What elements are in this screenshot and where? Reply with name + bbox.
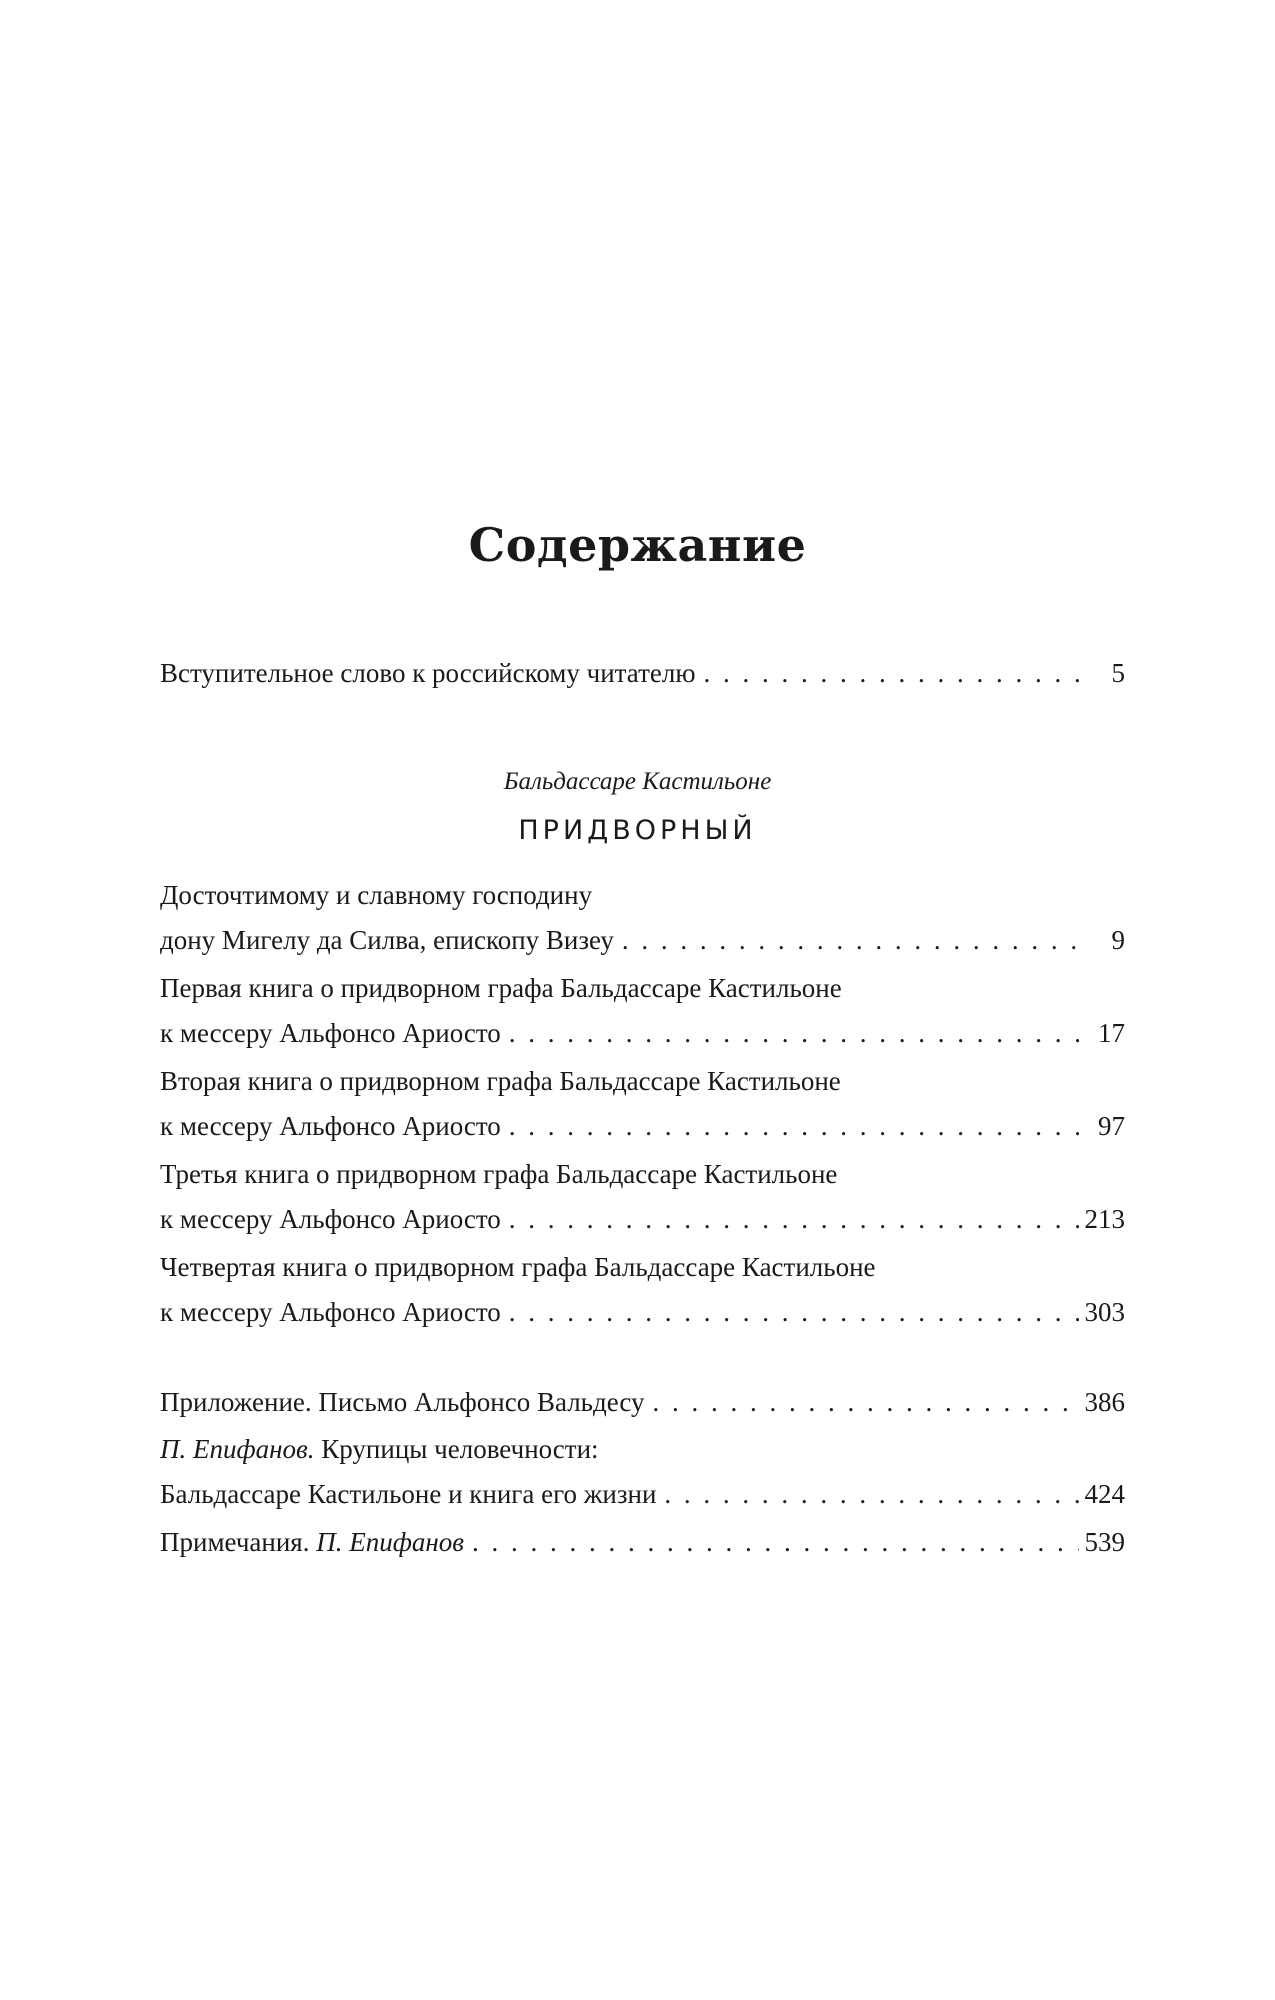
toc-page-number: 303 [1084, 1297, 1125, 1327]
toc-entry-text: к мессеру Альфонсо Ариосто [160, 1204, 501, 1234]
essay-title-start: Крупицы человечности: [314, 1434, 599, 1464]
toc-page-number: 17 [1098, 1018, 1125, 1048]
section-author: Бальдассаре Кастильоне [503, 768, 772, 795]
essay-author: П. Епифанов. [160, 1434, 315, 1464]
notes-label: Примечания. [160, 1527, 317, 1557]
toc-page-number: 386 [1084, 1387, 1125, 1417]
toc-entry-text: к мессеру Альфонсо Ариосто [160, 1297, 501, 1327]
dot-leader [472, 1520, 1078, 1565]
toc-entry-text: к мессеру Альфонсо Ариосто [160, 1018, 501, 1048]
toc-entry-text: Бальдассаре Кастильоне и книга его жизни [160, 1479, 657, 1509]
toc-entry-book-3[interactable] [160, 1152, 1125, 1242]
toc-entry-text: Первая книга о придворном графа Бальдассаре Кастильоне [160, 973, 842, 1003]
toc-entry-appendix[interactable] [160, 1380, 1125, 1425]
toc-entry-text: Вторая книга о придворном графа Бальдассаре Кастильоне [160, 1066, 841, 1096]
toc-entry-intro[interactable] [160, 651, 1125, 696]
toc-page-number: 424 [1084, 1479, 1125, 1509]
toc-entry-book-2[interactable] [160, 1059, 1125, 1149]
toc-entry-text: Досточтимому и славному господину [160, 880, 593, 910]
toc-entry-text: к мессеру Альфонсо Ариосто [160, 1111, 501, 1141]
dot-leader [509, 1011, 1079, 1056]
dot-leader [653, 1380, 1079, 1425]
toc-entry-text: Приложение. Письмо Альфонсо Вальдесу [160, 1387, 645, 1417]
notes-author: П. Епифанов [316, 1527, 465, 1557]
toc-entry-dedication[interactable] [160, 873, 1125, 963]
toc-entry-notes[interactable] [160, 1520, 1125, 1565]
toc-page-number: 5 [1111, 658, 1125, 688]
dot-leader [509, 1290, 1079, 1335]
toc-page-number: 97 [1098, 1111, 1125, 1141]
toc-page-number: 9 [1111, 925, 1125, 955]
toc-entry-text: Вступительное слово к российскому читателю [160, 658, 696, 688]
dot-leader [509, 1104, 1079, 1149]
dot-leader [664, 1472, 1078, 1517]
toc-entry-text: дону Мигелу да Силва, епископу Визеу [160, 925, 614, 955]
toc-entry-text: Третья книга о придворном графа Бальдассаре Кастильоне [160, 1159, 838, 1189]
section-book-title: ПРИДВОРНЫЙ [518, 815, 757, 846]
dot-leader [704, 651, 1079, 696]
toc-entry-essay[interactable] [160, 1427, 1125, 1517]
toc-entry-text: Четвертая книга о придворном графа Бальдассаре Кастильоне [160, 1252, 876, 1282]
toc-entry-text [160, 1427, 1125, 1472]
toc-entry-book-4[interactable] [160, 1245, 1125, 1335]
toc-entry-book-1[interactable] [160, 966, 1125, 1056]
dot-leader [622, 918, 1079, 963]
toc-page-number: 539 [1084, 1527, 1125, 1557]
page-title: Содержание [468, 518, 807, 572]
dot-leader [509, 1197, 1079, 1242]
toc-page-number: 213 [1084, 1204, 1125, 1234]
toc-entry-text [160, 1520, 464, 1565]
